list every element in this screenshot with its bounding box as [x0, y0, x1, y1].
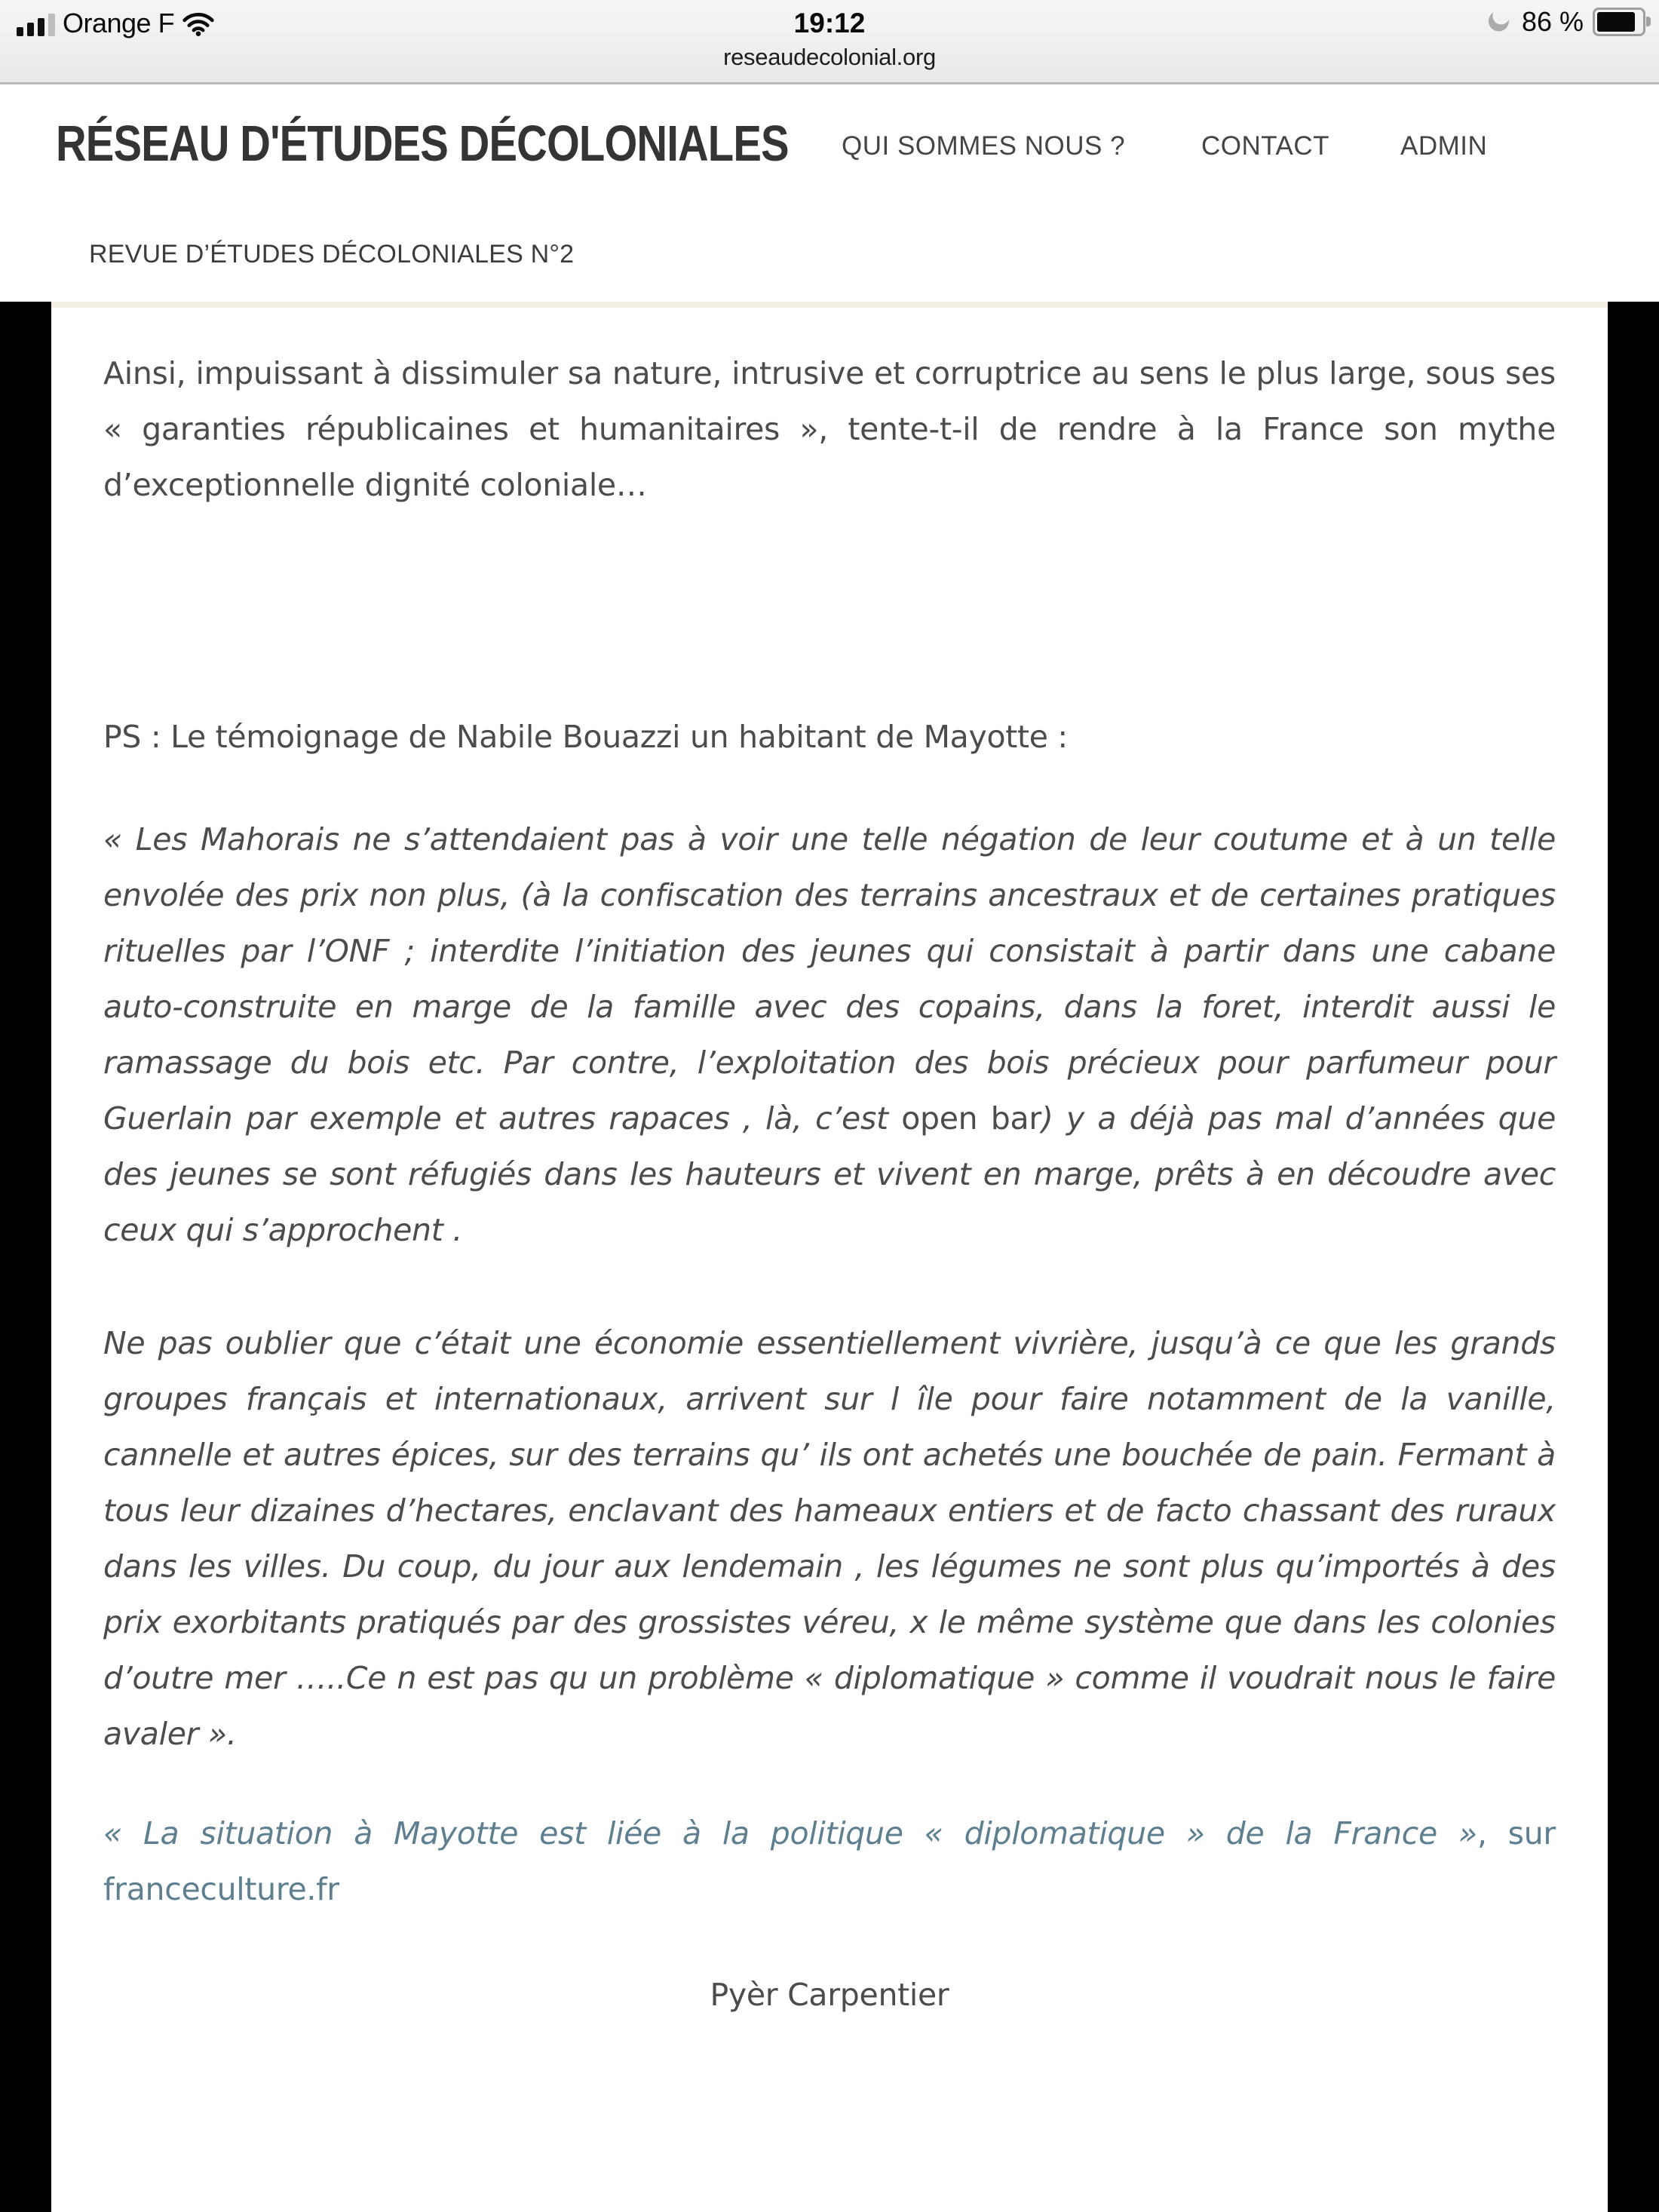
signature-paragraph — [103, 1967, 1556, 2023]
external-link[interactable]: « La situation à Mayotte est liée à la politique « diplomatique » de la France » — [103, 1815, 1477, 1852]
battery-percentage: 86 % — [1521, 6, 1584, 37]
text-segment: Ne pas oublier que c’était une économie essentiellement vivrière, jusqu’à ce que les grands groupes français et internationaux, arrivent sur l île pour faire notamment de la vanille, cannelle et autres épices, sur des terrains qu’ ils ont achetés une bouchée de pain. Fermant à tous leur dizaines d’hectares, enclavant des hameaux entiers et de facto chassant des ruraux dans les villes. Du coup, du jour aux lendemain , les légumes ne sont plus qu’importés à des prix exorbitants pratiqués par des grossistes véreu, x le même système que dans les colonies d’outre mer …..Ce n est pas qu un problème « diplomatique » comme il voudrait nous le faire avaler ». — [103, 1325, 1556, 1752]
article-body — [51, 302, 1608, 2212]
nav-item-revue-n2[interactable]: REVUE D’ÉTUDES DÉCOLONIALES N°2 — [89, 240, 575, 268]
text-segment: Ainsi, impuissant à dissimuler sa nature, intrusive et corruptrice au sens le plus large, sous ses « garanties républicaines et humanitaires », tente-t-il de rendre à la France son mythe d’exceptionnelle dignité coloniale… — [103, 355, 1556, 503]
text-segment: ) y a déjà pas mal d’années que des jeunes se sont réfugiés dans les hauteurs et vivent en marge, prêts à en découdre avec ceux qui s’approchent . — [103, 1100, 1556, 1248]
external-link[interactable]: , sur franceculture.fr — [103, 1815, 1556, 1907]
nav-item-contact[interactable]: CONTACT — [1201, 131, 1330, 161]
testimony-paragraph-2 — [103, 1315, 1556, 1762]
moon-icon — [1484, 8, 1513, 36]
testimony-paragraph-1 — [103, 811, 1556, 1258]
text-segment: open bar — [901, 1100, 1041, 1137]
battery-icon — [1593, 8, 1645, 36]
nav-item-qui-sommes-nous[interactable]: QUI SOMMES NOUS ? — [842, 131, 1126, 161]
main-nav — [0, 131, 1659, 169]
address-bar[interactable]: reseaudecolonial.org — [723, 44, 936, 70]
site-header — [0, 84, 1659, 302]
browser-status-bar — [0, 0, 1659, 84]
clock: 19:12 — [793, 8, 866, 38]
carrier-label: Orange F — [63, 8, 175, 38]
nav-item-admin[interactable]: ADMIN — [1400, 131, 1488, 161]
intro-paragraph — [103, 345, 1556, 513]
text-segment: Pyèr Carpentier — [710, 1977, 949, 2013]
text-segment: PS : Le témoignage de Nabile Bouazzi un habitant de Mayotte : — [103, 719, 1068, 755]
page-background — [0, 302, 1659, 2212]
site-title[interactable]: RÉSEAU D'ÉTUDES DÉCOLONIALES — [56, 115, 789, 172]
source-link-paragraph — [103, 1805, 1556, 1917]
text-segment: « Les Mahorais ne s’attendaient pas à voir une telle négation de leur coutume et à un telle envolée des prix non plus, (à la confiscation des terrains ancestraux et de certaines pratiques rituelles par l’ONF ; interdite l’initiation des jeunes qui consistait à partir dans une cabane auto-construite en marge de la famille avec des copains, dans la foret, interdit aussi le ramassage du bois etc. Par contre, l’exploitation des bois précieux pour parfumeur pour Guerlain par exemple et autres rapaces , là, c’est — [103, 821, 1556, 1137]
ps-paragraph — [103, 709, 1556, 765]
